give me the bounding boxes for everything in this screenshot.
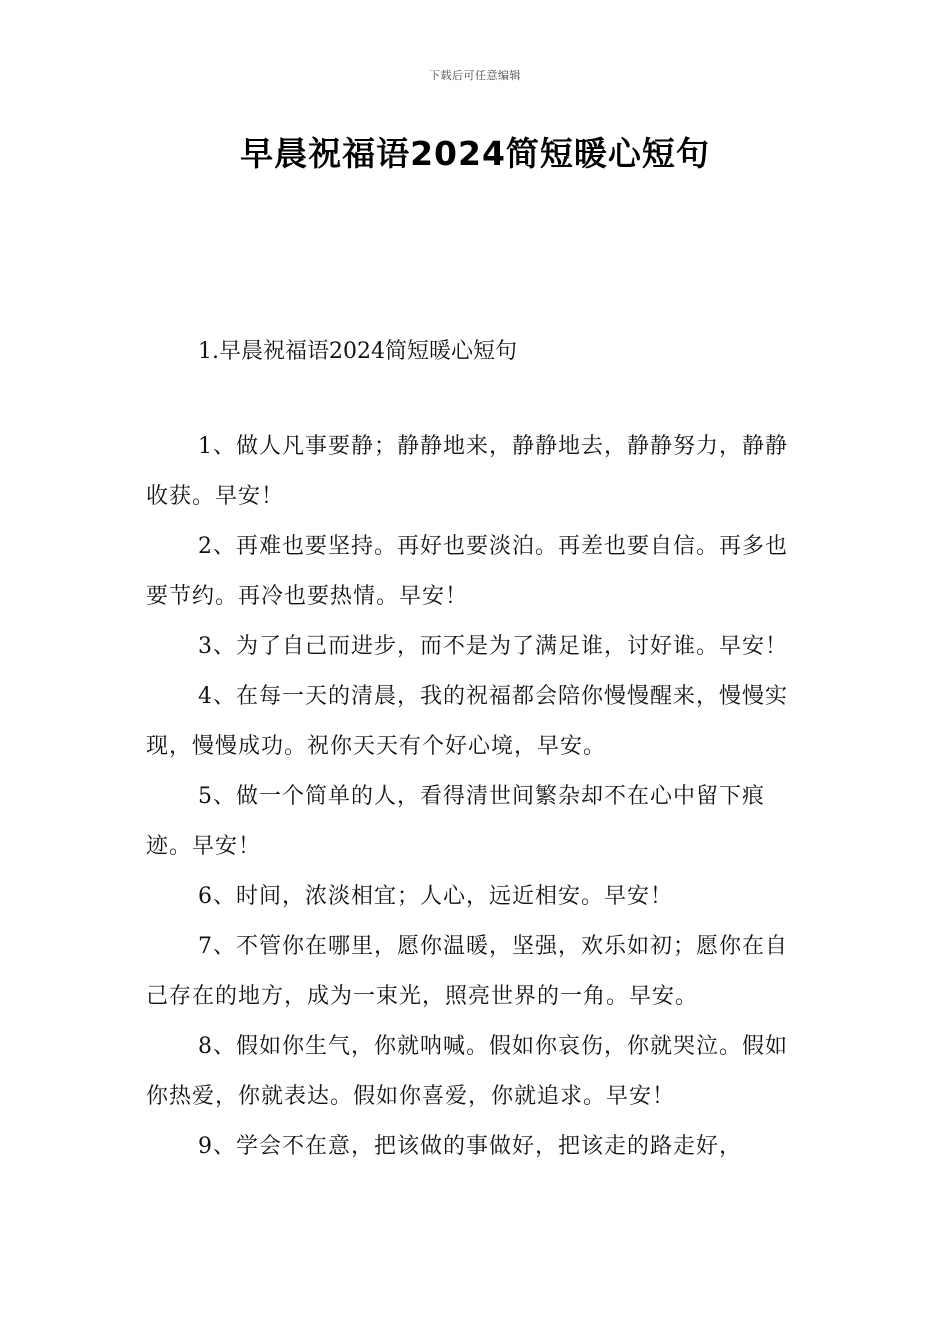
greeting-item: 5、做一个简单的人，看得清世间繁杂却不在心中留下痕迹。早安！ bbox=[146, 784, 765, 859]
document-title: 早晨祝福语2024简短暖心短句 bbox=[240, 134, 710, 173]
greeting-item: 3、为了自己而进步，而不是为了满足谁，讨好谁。早安！ bbox=[198, 634, 788, 659]
greeting-item: 7、不管你在哪里，愿你温暖，坚强，欢乐如初；愿你在自己存在的地方，成为一束光，照亮世界的一角。早安。 bbox=[146, 934, 788, 1009]
greeting-item: 1、做人凡事要静；静静地来，静静地去，静静努力，静静收获。早安！ bbox=[146, 434, 788, 509]
section-heading: 1.早晨祝福语2024简短暖心短句 bbox=[198, 339, 517, 364]
header-note: 下载后可任意编辑 bbox=[429, 69, 521, 82]
greeting-item: 9、学会不在意，把该做的事做好，把该走的路走好， bbox=[198, 1134, 742, 1159]
greeting-list bbox=[146, 422, 810, 1172]
greeting-item: 8、假如你生气，你就呐喊。假如你哀伤，你就哭泣。假如你热爱，你就表达。假如你喜爱，你就追求。早安！ bbox=[146, 1034, 788, 1109]
greeting-item: 4、在每一天的清晨，我的祝福都会陪你慢慢醒来，慢慢实现，慢慢成功。祝你天天有个好心境，早安。 bbox=[146, 684, 788, 759]
greeting-item: 2、再难也要坚持。再好也要淡泊。再差也要自信。再多也要节约。再冷也要热情。早安！ bbox=[146, 534, 788, 609]
greeting-item: 6、时间，浓淡相宜；人心，远近相安。早安！ bbox=[198, 884, 673, 909]
